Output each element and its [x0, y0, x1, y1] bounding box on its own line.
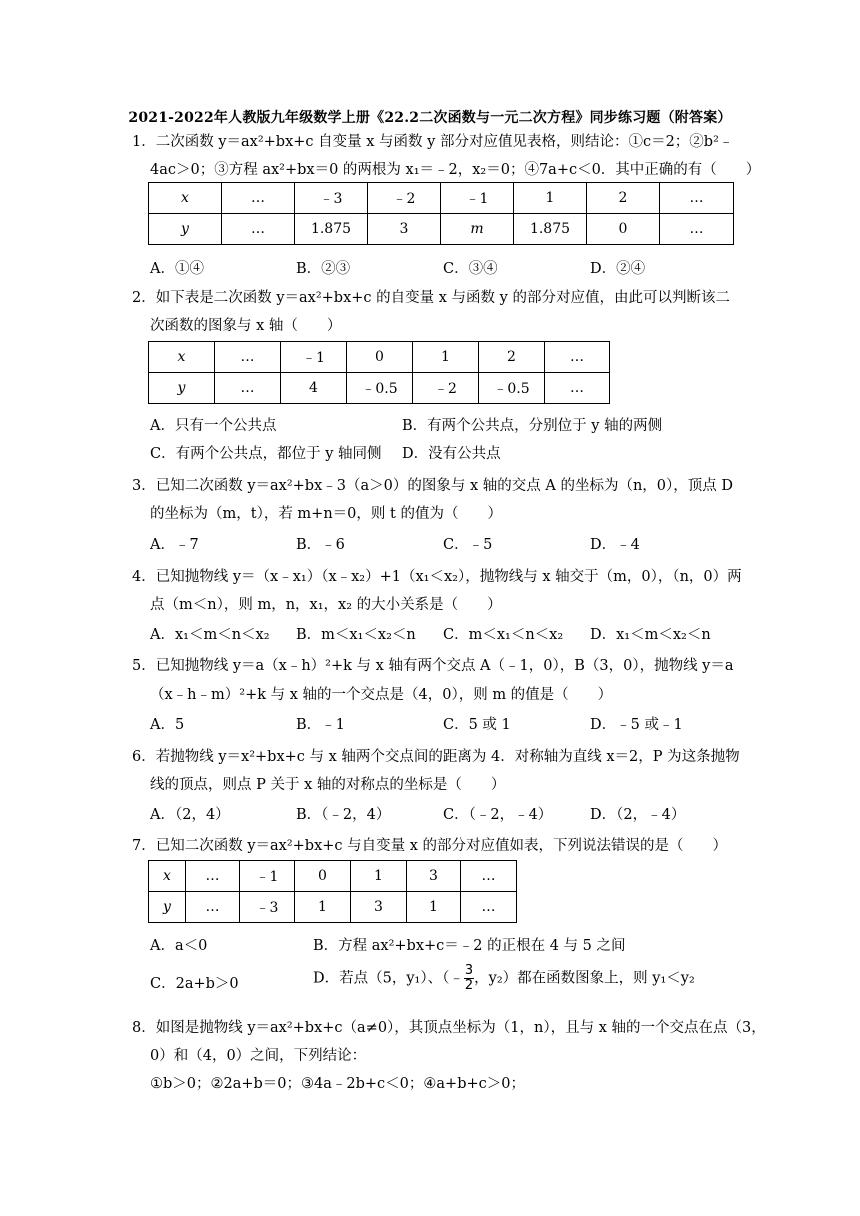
table-cell: 0 [347, 342, 413, 373]
q2-line-2: 次函数的图象与 x 轴（ ） [150, 318, 342, 334]
table-cell: 1 [413, 342, 479, 373]
table-cell: x [149, 861, 186, 892]
table-cell: … [545, 342, 610, 373]
table-cell: … [186, 892, 240, 923]
table-cell: 1 [514, 183, 587, 214]
fraction-three-halves [464, 964, 474, 993]
q6-option-b[interactable]: B．（﹣2，4） [296, 807, 391, 823]
table-row [149, 214, 734, 245]
q3-line-1: 3．已知二次函数 y＝ax²+bx﹣3（a＞0）的图象与 x 轴的交点 A 的坐标为（n，0），顶点 D [132, 478, 733, 494]
q6-option-c[interactable]: C．（﹣2，﹣4） [443, 807, 553, 823]
table-cell: 0 [295, 861, 351, 892]
q5-option-d[interactable]: D．﹣5 或﹣1 [590, 717, 683, 733]
table-cell: 1 [351, 861, 407, 892]
q2-option-c[interactable]: C．有两个公共点，都位于 y 轴同侧 [150, 446, 382, 462]
table-cell: … [186, 861, 240, 892]
q2-line-1: 2．如下表是二次函数 y＝ax²+bx+c 的自变量 x 与函数 y 的部分对应值，由此可以判断该二 [132, 290, 730, 306]
q6-line-1: 6．若抛物线 y＝x²+bx+c 与 x 轴两个交点间的距离为 4．对称轴为直线 x＝2，P 为这条抛物 [132, 749, 740, 765]
table-cell: … [660, 183, 734, 214]
table-cell: ﹣1 [281, 342, 347, 373]
table-cell: 4 [281, 373, 347, 404]
q1-line-2: 4ac＞0；③方程 ax²+bx＝0 的两根为 x₁＝﹣2，x₂＝0；④7a+c＜0．其中正确的有（ ） [150, 162, 761, 178]
q8-line-3: ①b＞0；②2a+b＝0；③4a﹣2b+c＜0；④a+b+c＞0； [150, 1076, 525, 1092]
table-cell: … [215, 373, 281, 404]
q6-line-2: 线的顶点，则点 P 关于 x 轴的对称点的坐标是（ ） [150, 777, 506, 793]
q1-value-table [148, 182, 734, 245]
table-cell: 3 [351, 892, 407, 923]
q6-option-d[interactable]: D．（2，﹣4） [590, 807, 686, 823]
q5-option-b[interactable]: B．﹣1 [296, 717, 345, 733]
q1-option-b[interactable]: B．②③ [296, 261, 351, 277]
q7-value-table [148, 860, 517, 923]
q4-line-2: 点（m＜n），则 m，n，x₁，x₂ 的大小关系是（ ） [150, 597, 502, 613]
q7-line-1: 7．已知二次函数 y＝ax²+bx+c 与自变量 x 的部分对应值如表，下列说法错误的是（ ） [132, 838, 728, 854]
table-cell: y [149, 892, 186, 923]
q7-option-b[interactable]: B．方程 ax²+bx+c＝﹣2 的正根在 4 与 5 之间 [313, 938, 626, 954]
q7-option-c[interactable]: C．2a+b＞0 [150, 976, 239, 992]
q4-option-a[interactable]: A．x₁＜m＜n＜x₂ [150, 627, 270, 643]
worksheet-title: 2021-2022年人教版九年级数学上册《22.2二次函数与一元二次方程》同步练习题（附答案） [128, 110, 732, 126]
q7-option-d-prefix: D．若点（5，y₁）、（﹣ [313, 970, 464, 987]
q7-option-d[interactable] [313, 964, 695, 993]
table-row [149, 342, 610, 373]
q7-option-d-suffix: ，y₂）都在函数图象上，则 y₁＜y₂ [474, 970, 695, 987]
q5-line-2: （x﹣h﹣m）²+k 与 x 轴的一个交点是（4，0），则 m 的值是（ ） [150, 687, 613, 703]
q7-option-a[interactable]: A．a＜0 [150, 938, 208, 954]
table-cell: ﹣3 [240, 892, 295, 923]
table-cell: 2 [479, 342, 545, 373]
q3-option-a[interactable]: A．﹣7 [150, 537, 199, 553]
q2-option-d[interactable]: D．没有公共点 [402, 446, 501, 462]
fraction-denominator: 2 [464, 978, 474, 993]
q3-line-2: 的坐标为（m，t），若 m+n＝0，则 t 的值为（ ） [150, 506, 502, 522]
q8-line-2: 0）和（4，0）之间，下列结论： [150, 1048, 367, 1064]
table-cell: … [461, 861, 517, 892]
table-cell: 1 [407, 892, 461, 923]
table-cell: m [441, 214, 514, 245]
table-cell: … [461, 892, 517, 923]
fraction-numerator: 3 [464, 963, 474, 978]
table-cell: x [149, 183, 222, 214]
table-cell: x [149, 342, 215, 373]
table-cell: ﹣2 [413, 373, 479, 404]
q4-option-c[interactable]: C．m＜x₁＜n＜x₂ [443, 627, 564, 643]
table-cell: ﹣0.5 [479, 373, 545, 404]
table-cell: 2 [587, 183, 660, 214]
q2-value-table [148, 341, 610, 404]
table-row [149, 861, 517, 892]
q3-option-b[interactable]: B．﹣6 [296, 537, 345, 553]
table-cell: 3 [368, 214, 441, 245]
q5-option-c[interactable]: C．5 或 1 [443, 717, 511, 733]
table-cell: … [222, 183, 295, 214]
table-cell: 1.875 [295, 214, 368, 245]
q1-option-d[interactable]: D．②④ [590, 261, 646, 277]
table-cell: ﹣1 [240, 861, 295, 892]
table-cell: … [545, 373, 610, 404]
table-cell: ﹣3 [295, 183, 368, 214]
table-row [149, 373, 610, 404]
table-cell: … [660, 214, 734, 245]
table-cell: … [222, 214, 295, 245]
q1-option-a[interactable]: A．①④ [150, 261, 204, 277]
q4-option-b[interactable]: B．m＜x₁＜x₂＜n [296, 627, 416, 643]
q2-option-b[interactable]: B．有两个公共点，分别位于 y 轴的两侧 [402, 418, 663, 434]
table-cell: 0 [587, 214, 660, 245]
table-cell: 1.875 [514, 214, 587, 245]
table-row [149, 183, 734, 214]
table-cell: … [215, 342, 281, 373]
q3-option-c[interactable]: C．﹣5 [443, 537, 493, 553]
table-cell: y [149, 373, 215, 404]
table-cell: ﹣1 [441, 183, 514, 214]
q1-line-1: 1．二次函数 y＝ax²+bx+c 自变量 x 与函数 y 部分对应值见表格，则结论：①c＝2；②b²﹣ [132, 134, 734, 150]
table-cell: ﹣0.5 [347, 373, 413, 404]
q6-option-a[interactable]: A．（2，4） [150, 807, 230, 823]
q5-option-a[interactable]: A．5 [150, 717, 185, 733]
q2-option-a[interactable]: A．只有一个公共点 [150, 418, 277, 434]
table-cell: 1 [295, 892, 351, 923]
q1-option-c[interactable]: C．③④ [443, 261, 498, 277]
table-row [149, 892, 517, 923]
q8-line-1: 8．如图是抛物线 y＝ax²+bx+c（a≠0），其顶点坐标为（1，n），且与 x 轴的一个交点在点（3， [132, 1020, 766, 1036]
q4-option-d[interactable]: D．x₁＜m＜x₂＜n [590, 627, 711, 643]
table-cell: y [149, 214, 222, 245]
q4-line-1: 4．已知抛物线 y＝（x﹣x₁）（x﹣x₂）+1（x₁＜x₂），抛物线与 x 轴交于（m，0），（n，0）两 [132, 569, 742, 585]
q5-line-1: 5．已知抛物线 y＝a（x﹣h）²+k 与 x 轴有两个交点 A（﹣1，0），B（3，0），抛物线 y＝a [132, 658, 734, 674]
table-cell: 3 [407, 861, 461, 892]
q3-option-d[interactable]: D．﹣4 [590, 537, 640, 553]
table-cell: ﹣2 [368, 183, 441, 214]
